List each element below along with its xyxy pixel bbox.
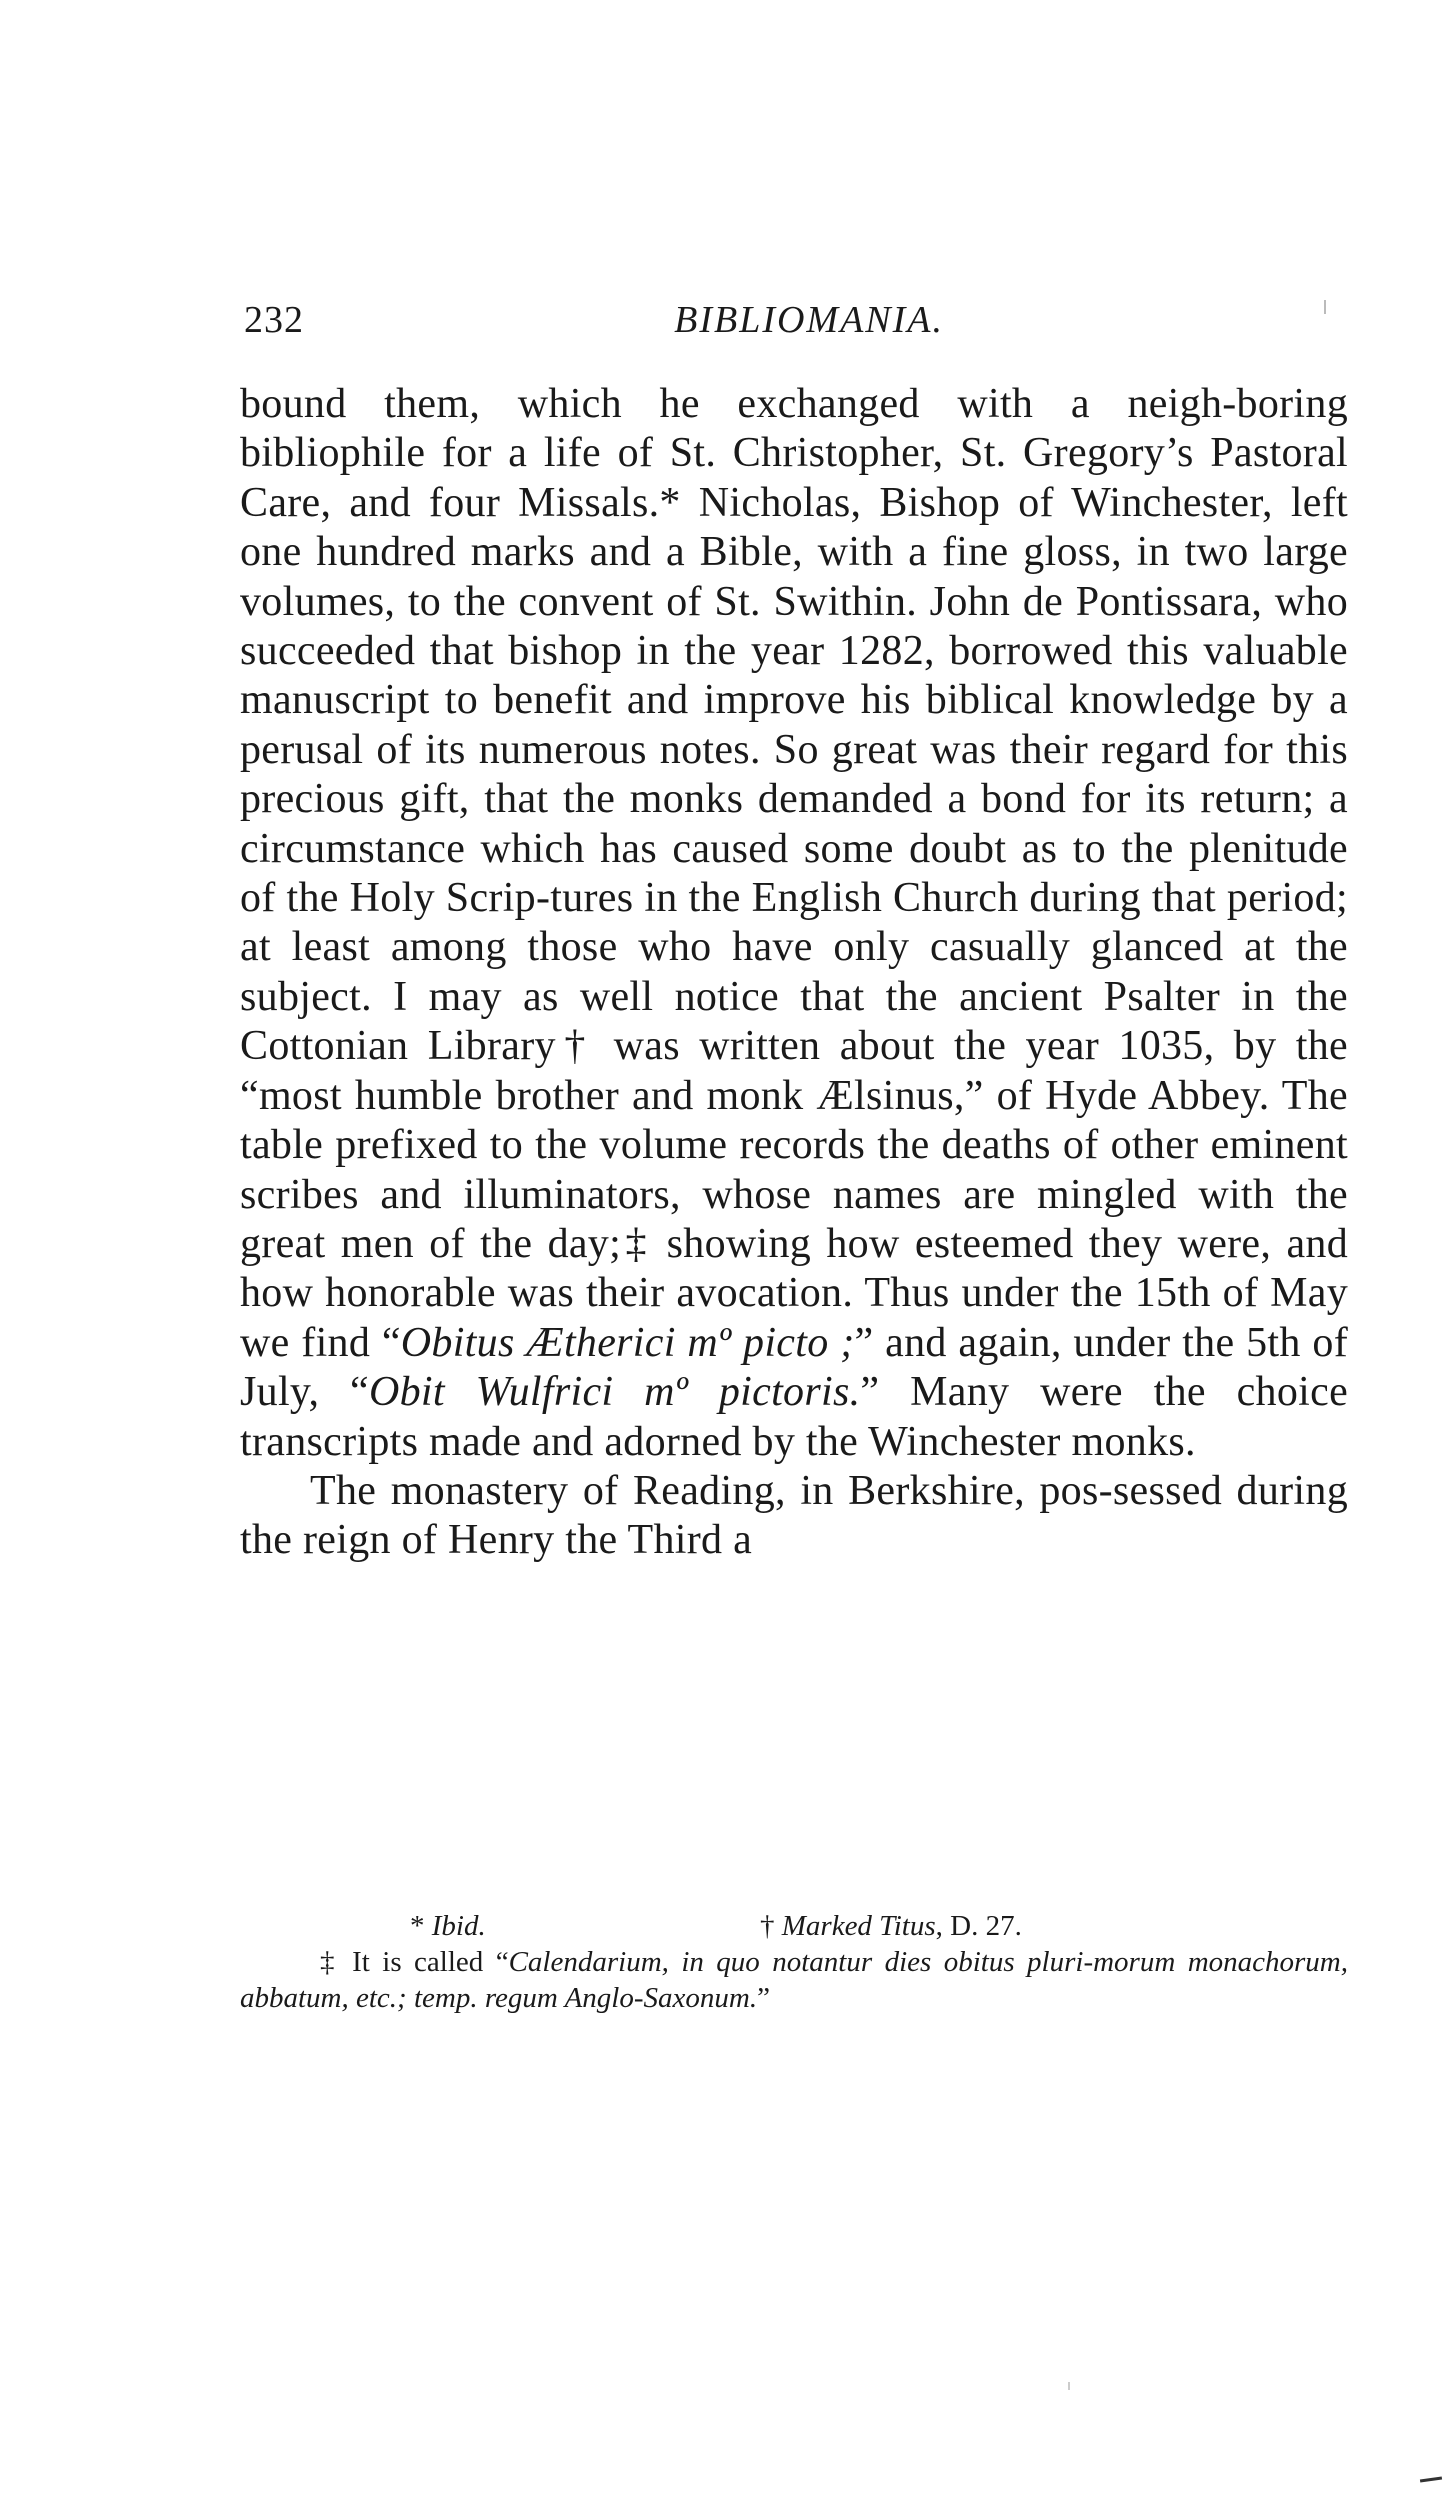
footnote-ibid: [410, 1908, 760, 1944]
footnote-marked-titus-text: Marked Titus: [781, 1910, 936, 1942]
page-number: 232: [244, 299, 304, 341]
paragraph-1-text-b: ” and again, under the 5th of July, “: [240, 1319, 1348, 1416]
scan-corner-mark: [1420, 2476, 1442, 2482]
footnote-calendarium-lead: It is called “: [352, 1946, 509, 1978]
footnote-marked-titus: [760, 1908, 1022, 1944]
footnote-mark-asterisk: *: [410, 1910, 432, 1942]
footnote-marked-titus-ref: , D. 27.: [935, 1910, 1022, 1942]
footnote-mark-dagger: †: [760, 1910, 782, 1942]
scan-speck: [1324, 300, 1326, 314]
running-title: BIBLIOMANIA.: [674, 299, 944, 341]
footnote-mark-double-dagger: ‡: [320, 1946, 353, 1978]
paragraph-2: The monastery of Reading, in Berkshire, pos-sessed during the reign of Henry the Third a: [240, 1467, 1348, 1564]
paragraph-1-text-c: ” Many were the choice transcripts made and adorned by the Winchester monks.: [240, 1369, 1349, 1465]
body-text: [240, 380, 1348, 1566]
footnote-ibid-text: Ibid.: [431, 1910, 486, 1942]
footnotes: [240, 1908, 1348, 2016]
paragraph-1: [240, 380, 1348, 1467]
footnote-calendarium-latin: Calendarium, in quo notantur dies obitus pluri-morum monachorum, abbatum, etc.; temp. regum Anglo-Saxonum.: [240, 1946, 1348, 2014]
footnote-calendarium-end: ”: [757, 1982, 770, 2014]
latin-quote-wulfrici: Obit Wulfrici mº pictoris.: [369, 1369, 861, 1416]
paragraph-1-text-a: bound them, which he exchanged with a neigh-boring bibliophile for a life of St. Christopher, St. Gregory’s Pastoral Care, and four Missals.* Nicholas, Bishop of Winchester, left one hundred marks and a Bible, with a fine gloss, in two large volumes, to the convent of St. Swithin. John de Pontissara, who succeeded that bishop in the year 1282, borrowed this valuable manuscript to benefit and improve his biblical knowledge by a perusal of its numerous notes. So great was their regard for this precious gift, that the monks demanded a bond for its return; a circumstance which has caused some doubt as to the plenitude of the Holy Scrip-tures in the English Church during that period; at least among those who have only casually glanced at the subject. I may as well notice that the ancient Psalter in the Cottonian Library† was written about the year 1035, by the “most humble brother and monk Ælsinus,” of Hyde Abbey. The table prefixed to the volume records the deaths of other eminent scribes and illuminators, whose names are mingled with the great men of the day;‡ showing how esteemed they were, and how honorable was their avocation. Thus under the 15th of May we find “: [240, 381, 1348, 1366]
footnote-row: [240, 1908, 1348, 1944]
scan-speck: [1068, 2382, 1070, 2390]
page-header: [244, 298, 1348, 358]
footnote-calendarium: [240, 1944, 1348, 2016]
latin-quote-aetherici: Obitus Ætherici mº picto ;: [400, 1319, 855, 1366]
